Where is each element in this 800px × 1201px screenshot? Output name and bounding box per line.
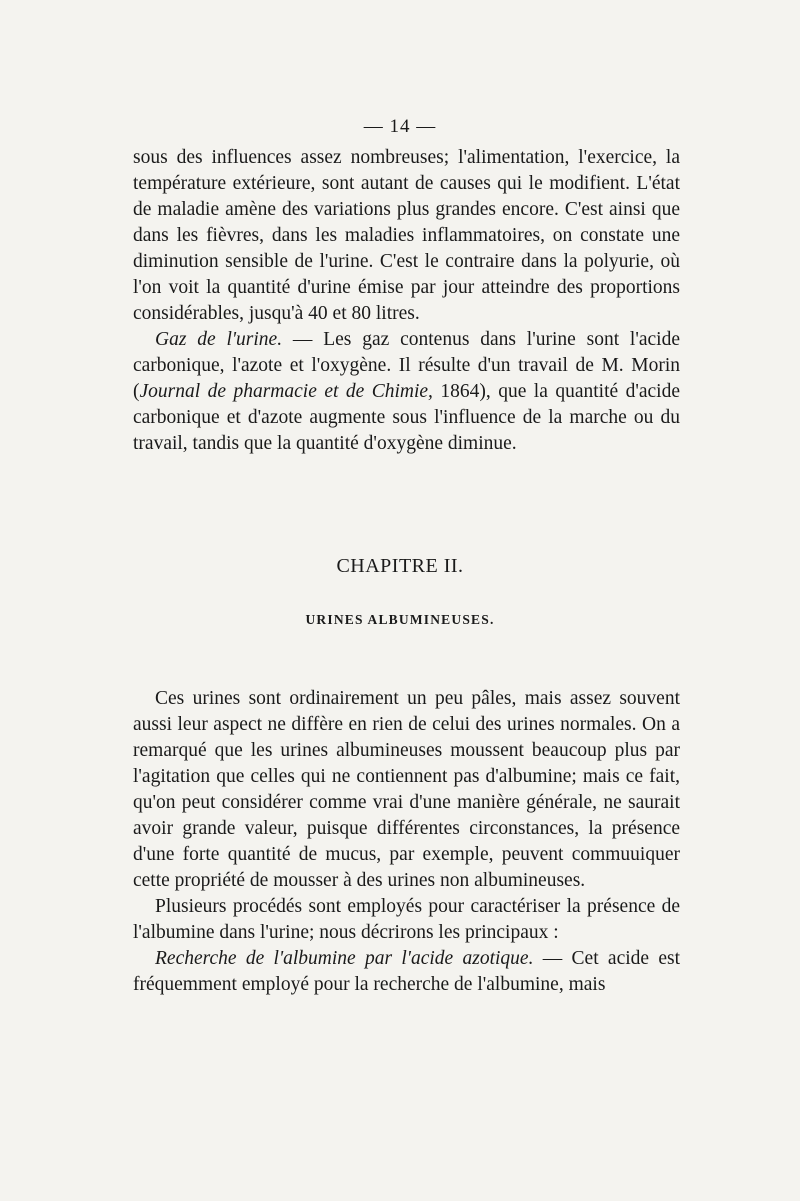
page-number: — 14 — — [363, 116, 437, 137]
paragraph-procedes: Plusieurs procédés sont employés pour caractériser la présence de l'albumine dans l'urine; nous décrirons les principaux : — [133, 896, 680, 943]
paragraph-gaz-urine — [133, 327, 680, 457]
section-end-text — [133, 145, 680, 457]
chapter-text — [133, 686, 680, 998]
paragraph-influences: sous des influences assez nombreuses; l'alimentation, l'exercice, la température extérieure, sont autant de causes qui le modifient. L'état de maladie amène des variations plus grandes encore. C'est ainsi que dans les fièvres, dans les maladies inflammatoires, on constate une diminution sensible de l'urine. C'est le contraire dans la polyurie, où l'on voit la quantité d'urine émise par jour atteindre des proportions considérables, jusqu'à 40 et 80 litres. — [133, 147, 680, 324]
paragraph-recherche-text: — Cet acide est fréquemment employé pour la recherche de l'albumine, mais — [133, 948, 681, 995]
paragraph-recherche — [133, 946, 680, 998]
chapter-subtitle: URINES ALBUMINEUSES. — [305, 612, 495, 627]
run-in-heading-gaz: Gaz de l'urine. — [155, 329, 283, 350]
run-in-heading-recherche: Recherche de l'albumine par l'acide azotique. — [155, 948, 534, 969]
journal-title: Journal de pharmacie et de Chimie, — [139, 381, 433, 402]
paragraph-gaz-text-b: 1864), que la quantité d'acide carbonique et d'azote augmente sous l'influence de la marche ou du travail, tandis que la quantité d'oxygène diminue. — [133, 381, 680, 454]
chapter-title: CHAPITRE II. — [336, 555, 464, 577]
paragraph-gaz-text-a: — Les gaz contenus dans l'urine sont l'acide carbonique, l'azote et l'oxygène. Il résulte d'un travail de M. Morin ( — [133, 329, 680, 402]
paragraph-aspect: Ces urines sont ordinairement un peu pâles, mais assez souvent aussi leur aspect ne diffère en rien de celui des urines normales. On a remarqué que les urines albumineuses moussent beaucoup plus par l'agitation que celles qui ne contiennent pas d'albumine; mais ce fait, qu'on peut considérer comme vrai d'une manière générale, ne saurait avoir grande valeur, puisque différentes circonstances, la présence d'une forte quantité de mucus, par exemple, peuvent commuuiquer cette propriété de mousser à des urines non albumineuses. — [133, 688, 680, 891]
